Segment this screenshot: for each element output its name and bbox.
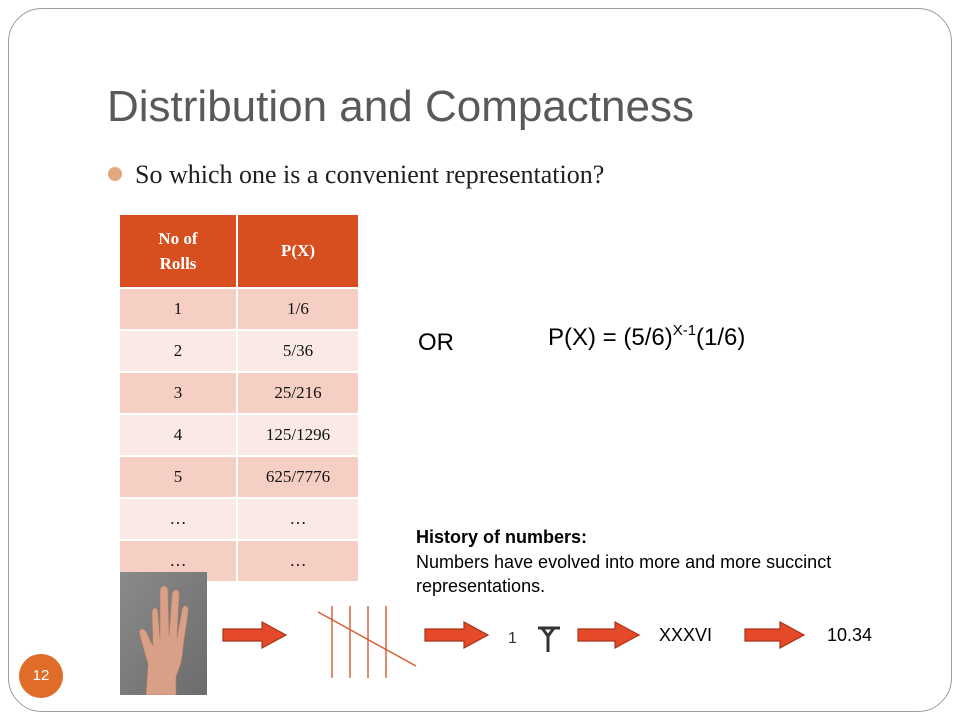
or-label: OR xyxy=(418,329,454,356)
history-text: Numbers have evolved into more and more succinct representations. xyxy=(416,552,832,596)
table-row xyxy=(120,372,358,414)
page-number-badge: 12 xyxy=(19,654,63,698)
bullet-dot xyxy=(108,167,122,181)
ancient-numeral-one: 1 xyxy=(508,630,517,647)
table-row xyxy=(120,456,358,498)
probability-cell: 625/7776 xyxy=(237,456,358,498)
table-row xyxy=(120,498,358,540)
formula-rhs: (1/6) xyxy=(696,324,746,351)
probability-table xyxy=(120,215,358,581)
table-row xyxy=(120,288,358,330)
header-no-of-rolls: No of Rolls xyxy=(120,215,237,288)
rolls-cell: 1 xyxy=(120,288,237,330)
history-heading: History of numbers: xyxy=(416,527,588,547)
rolls-cell: 2 xyxy=(120,330,237,372)
arrow-icon xyxy=(424,620,490,650)
roman-numeral: XXXVI xyxy=(659,625,713,645)
arrow-icon xyxy=(744,620,806,650)
geometric-formula xyxy=(548,322,745,352)
ancient-numeral-symbol-icon xyxy=(536,624,562,654)
probability-cell: … xyxy=(237,498,358,540)
probability-cell: 125/1296 xyxy=(237,414,358,456)
rolls-cell: … xyxy=(120,498,237,540)
formula-exponent: X-1 xyxy=(672,322,697,339)
rolls-cell: 5 xyxy=(120,456,237,498)
probability-cell: 5/36 xyxy=(237,330,358,372)
table-row xyxy=(120,414,358,456)
decimal-number: 10.34 xyxy=(827,625,873,645)
formula-lhs: P(X) = (5/6) xyxy=(548,324,673,351)
tally-marks-icon xyxy=(318,604,418,680)
arrow-icon xyxy=(222,620,288,650)
bullet-text: So which one is a convenient representation? xyxy=(135,160,605,189)
probability-cell: 1/6 xyxy=(237,288,358,330)
arrow-icon xyxy=(577,620,641,650)
hand-image xyxy=(120,572,207,695)
header-px: P(X) xyxy=(237,215,358,288)
table-row xyxy=(120,330,358,372)
probability-cell: 25/216 xyxy=(237,372,358,414)
slide-title: Distribution and Compactness xyxy=(107,82,694,131)
rolls-cell: 3 xyxy=(120,372,237,414)
rolls-cell: 4 xyxy=(120,414,237,456)
table-header-row xyxy=(120,215,358,288)
rolls-cell: … xyxy=(120,540,237,581)
probability-cell: … xyxy=(237,540,358,581)
